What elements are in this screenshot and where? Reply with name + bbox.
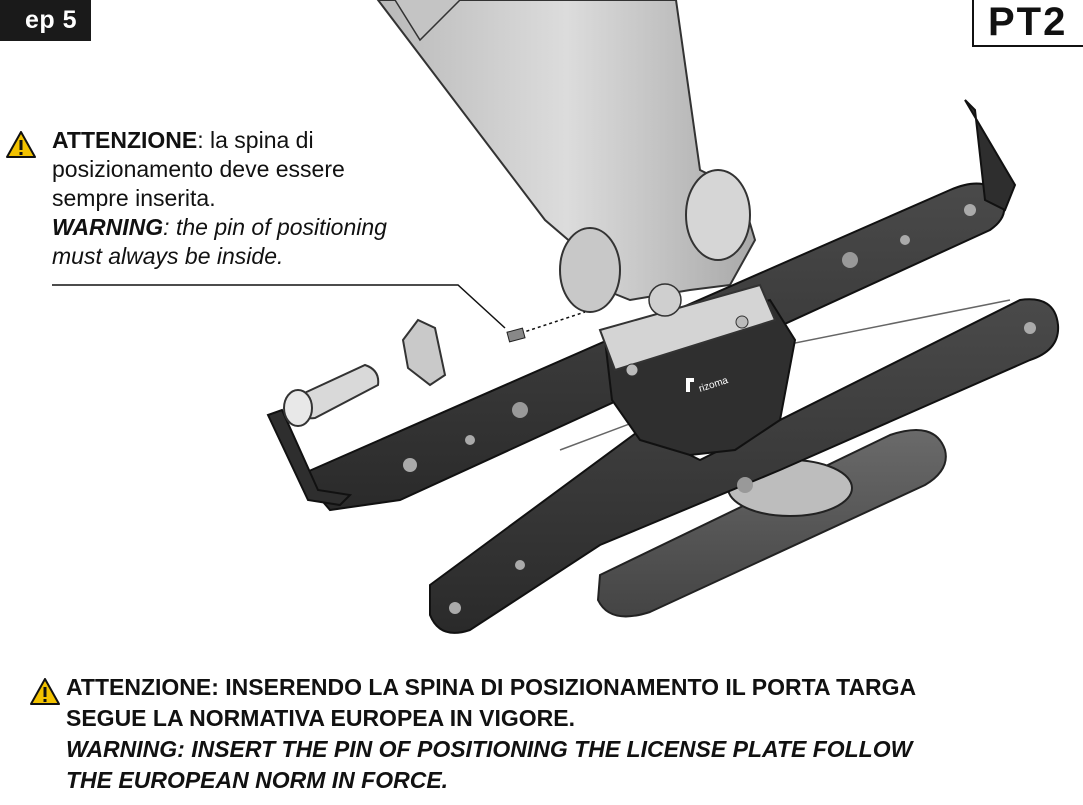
spacer-bushing [403,320,445,385]
pin-warning-note [52,126,472,271]
it-warning-text-1: : la spina di [197,127,314,153]
it-warning-heading: ATTENZIONE [52,127,198,153]
it-regulation-text-2: SEGUE LA NORMATIVA EUROPEA IN VIGORE. [66,705,576,731]
warning-triangle-icon [6,131,36,158]
it-regulation-text-1: ATTENZIONE: INSERENDO LA SPINA DI POSIZIONAMENTO IL PORTA TARGA [66,674,917,700]
product-code: PT2 [972,0,1083,47]
warning-triangle-icon [30,678,60,705]
brand-label: rizoma [697,375,730,395]
it-warning-text-2: posizionamento deve essere [52,156,345,182]
en-regulation-text-2: THE EUROPEAN NORM IN FORCE. [66,767,449,793]
en-warning-heading: WARNING [52,214,164,240]
it-warning-text-3: sempre inserita. [52,185,216,211]
en-warning-text-1: : the pin of positioning [163,214,387,240]
center-clamp [600,284,795,455]
en-regulation-text-1: WARNING: INSERT THE PIN OF POSITIONING THE LICENSE PLATE FOLLOW [66,736,913,762]
en-warning-text-2: must always be inside. [52,243,284,269]
positioning-pin [284,365,378,426]
callout-leader [52,285,585,342]
regulation-warning-note [66,672,1076,796]
step-label: ep 5 [0,0,91,41]
